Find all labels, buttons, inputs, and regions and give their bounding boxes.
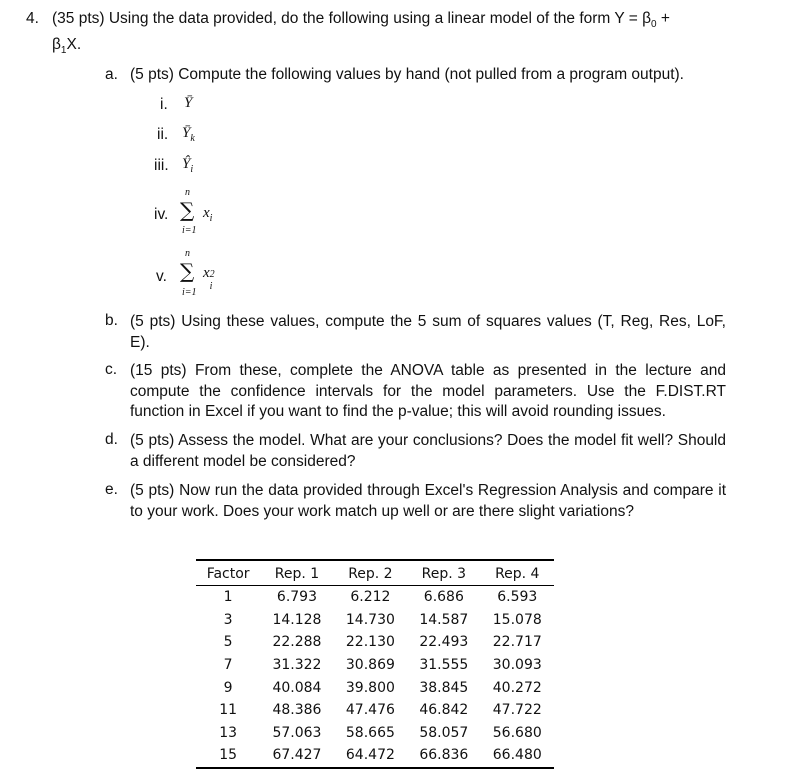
part-a-text: (5 pts) Compute the following values by hand (not pulled from a program output). [130, 66, 684, 83]
table-row [196, 631, 554, 654]
table-cell: 66.480 [481, 744, 554, 768]
table-cell: 30.869 [345, 657, 395, 674]
beta1-subscript: 1 [60, 45, 67, 57]
part-a-label: a. [105, 66, 118, 83]
table-row [196, 722, 554, 745]
table-cell: 67.427 [260, 744, 333, 768]
beta0-subscript: 0 [650, 19, 657, 31]
question-line2 [52, 36, 81, 56]
table-cell: 6.793 [276, 589, 317, 606]
part-b-text: (5 pts) Using these values, compute the 5 sum of squares values (T, Reg, Res, LoF, E). [130, 313, 726, 351]
summation-icon: ∑ [180, 198, 195, 222]
summation-icon: ∑ [180, 259, 195, 283]
table-cell: 1 [223, 589, 233, 606]
item-iv-x: x [203, 205, 210, 221]
data-table [196, 559, 554, 769]
item-v-upper-limit: n [185, 248, 190, 259]
header-rep2: Rep. 2 [334, 560, 407, 586]
part-b-label: b. [105, 312, 118, 329]
item-iv-lower-limit: i=1 [182, 225, 197, 236]
table-cell: 14.587 [419, 611, 469, 628]
table-cell: 22.288 [272, 634, 322, 651]
header-rep3: Rep. 3 [407, 560, 480, 586]
header-rep1: Rep. 1 [260, 560, 333, 586]
table-cell: 31.322 [272, 657, 322, 674]
item-v-label: v. [156, 268, 167, 285]
question-number: 4. [26, 10, 39, 27]
table-cell: 47.476 [345, 702, 395, 719]
item-ii-label: ii. [157, 126, 169, 143]
item-ii-symbol: Ȳ [182, 125, 191, 141]
table-cell: 15 [196, 744, 260, 768]
table-cell: 48.386 [272, 702, 322, 719]
item-ii-expr [182, 125, 195, 144]
table-cell: 6.593 [497, 589, 538, 606]
table-cell: 40.084 [272, 679, 322, 696]
table-cell: 58.057 [419, 724, 469, 741]
table-cell: 30.093 [492, 657, 542, 674]
part-d-text: (5 pts) Assess the model. What are your conclusions? Does the model fit well? Should a different model be considered? [130, 432, 726, 470]
item-v-subscript: i [209, 281, 213, 292]
x-term: X. [66, 36, 82, 53]
item-v-x: x [203, 265, 210, 281]
table-row [196, 744, 554, 768]
item-iv-label: iv. [154, 206, 169, 223]
table-cell: 31.555 [419, 657, 469, 674]
part-d-label: d. [105, 431, 118, 448]
table-cell: 5 [223, 634, 233, 651]
item-v-superscript: 2 [209, 269, 215, 280]
item-v-lower-limit: i=1 [182, 287, 197, 298]
table-cell: 14.128 [272, 611, 322, 628]
table-cell: 39.800 [345, 679, 395, 696]
table-cell: 22.493 [419, 634, 469, 651]
table-cell: 56.680 [492, 724, 542, 741]
part-e-label: e. [105, 481, 118, 498]
table-cell: 6.212 [350, 589, 391, 606]
item-iv-term [203, 205, 212, 224]
item-i-expr: Ȳ [184, 95, 193, 111]
table-cell: 14.730 [345, 611, 395, 628]
question-line1 [52, 10, 670, 30]
item-iii-label: iii. [154, 157, 169, 174]
table-cell: 22.130 [345, 634, 395, 651]
item-iii-expr [182, 156, 193, 175]
table-cell: 38.845 [419, 679, 469, 696]
part-c-text: (15 pts) From these, complete the ANOVA table as presented in the lecture and compute the confidence intervals for the model parameters. Use the F.DIST.RT function in Excel if you want to find the p-value; this will avoid rounding issues. [130, 362, 726, 420]
table-cell: 9 [223, 679, 233, 696]
table-row [196, 676, 554, 699]
question-text: (35 pts) Using the data provided, do the following using a linear model of the form Y = β [52, 10, 651, 27]
item-ii-subscript: k [190, 133, 195, 144]
table-cell: 7 [223, 657, 233, 674]
table-row [196, 586, 554, 609]
table-row [196, 609, 554, 632]
table-cell: 13 [219, 724, 238, 741]
beta1-symbol: β [52, 36, 61, 53]
table-cell: 15.078 [492, 611, 542, 628]
table-cell: 58.665 [345, 724, 395, 741]
item-i-label: i. [160, 96, 168, 113]
table-cell: 46.842 [419, 702, 469, 719]
part-e-text: (5 pts) Now run the data provided through Excel's Regression Analysis and compare it to your work. Does your work match up well or are there slight variations? [130, 482, 726, 520]
item-v-term [203, 265, 218, 292]
item-iv-upper-limit: n [185, 187, 190, 198]
table-row [196, 699, 554, 722]
header-rep4: Rep. 4 [481, 560, 554, 586]
item-iii-symbol: Ŷ [182, 156, 191, 172]
part-c-label: c. [105, 361, 118, 378]
table-cell: 66.836 [407, 744, 480, 768]
item-iv-subscript: i [209, 213, 213, 224]
header-factor: Factor [196, 560, 260, 586]
table-cell: 22.717 [492, 634, 542, 651]
plus-sign: + [660, 10, 670, 27]
table-cell: 6.686 [423, 589, 464, 606]
item-iii-subscript: i [190, 164, 194, 175]
table-cell: 47.722 [492, 702, 542, 719]
table-header-row [196, 560, 554, 586]
table-cell: 64.472 [334, 744, 407, 768]
table-cell: 57.063 [272, 724, 322, 741]
table-cell: 40.272 [492, 679, 542, 696]
table-cell: 11 [219, 702, 238, 719]
table-cell: 3 [223, 611, 233, 628]
table-row [196, 654, 554, 677]
